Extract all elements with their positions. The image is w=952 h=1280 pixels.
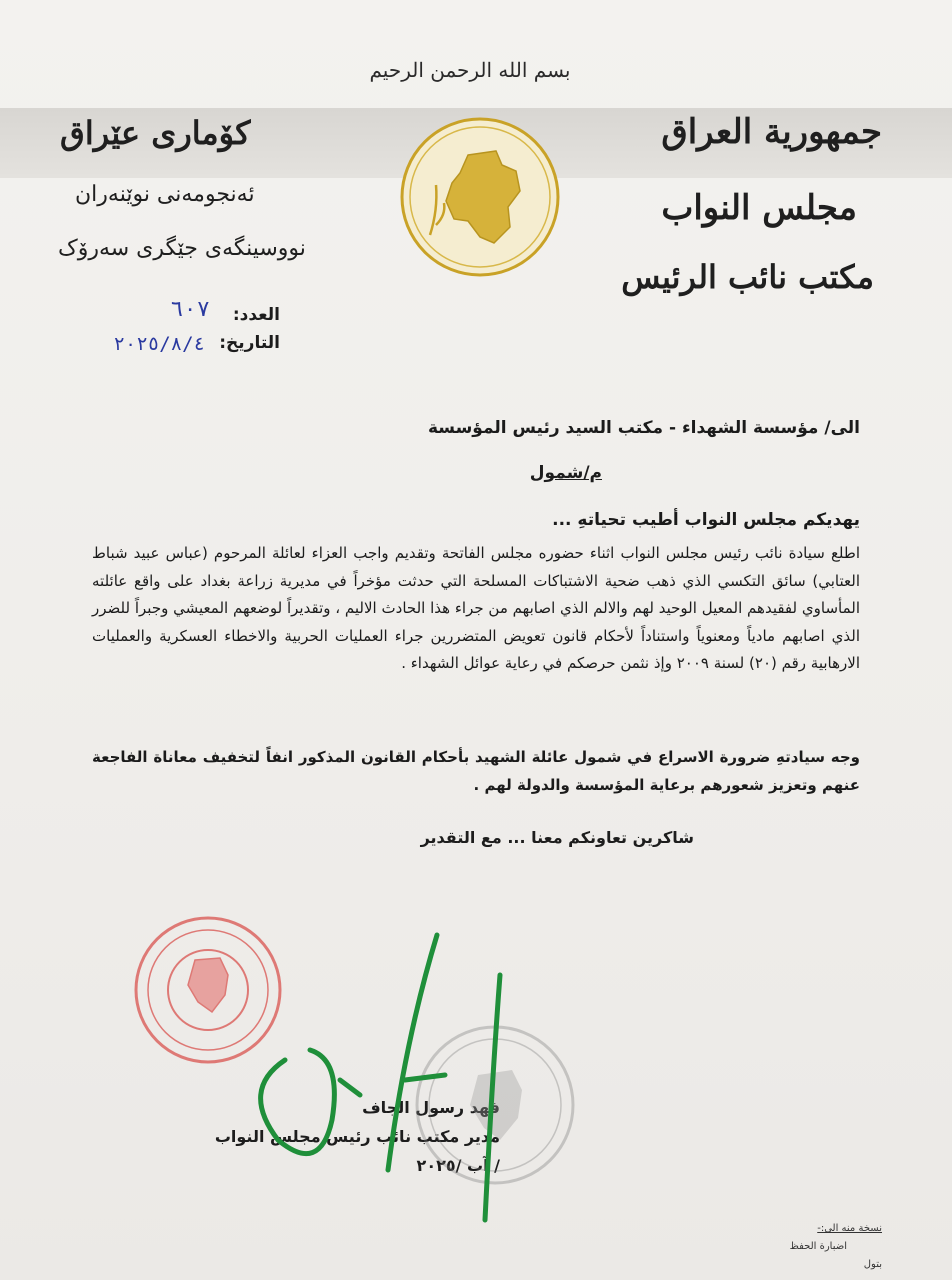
header-office-ar: مكتب نائب الرئيس [621, 258, 874, 296]
red-seal-icon [136, 918, 280, 1062]
header-office-ku: نووسینگەی جێگری سەرۆک [58, 236, 306, 261]
signature-block [120, 1093, 500, 1180]
cc-item: اضبارة الحفظ [789, 1241, 847, 1252]
basmala: بسم الله الرحمن الرحيم [369, 58, 571, 82]
date-label: التاريخ: [219, 333, 280, 353]
signature-date: / آب /٢٠٢٥ [416, 1156, 500, 1175]
date-value: ٢٠٢٥/٨/٤ [113, 333, 205, 355]
header-council-ar: مجلس النواب [661, 188, 857, 228]
signatory-name: فهد رسول الجاف [362, 1098, 500, 1117]
reference-date-row [40, 333, 280, 361]
subject: م/شمول [529, 463, 602, 483]
body-paragraph-2: وجه سيادتهِ ضرورة الاسراع في شمول عائلة الشهيد بأحكام القانون المذكور انفاً لتخفيف معاناة الفاجعة عنهم وتعزيز شعورهم برعاية المؤسسة والدولة لهم . [92, 748, 860, 794]
number-value: ٦٠٧ [170, 297, 210, 322]
closing-line: شاكرين تعاونكم معنا ... مع التقدير [420, 828, 694, 847]
gold-emblem-icon [398, 115, 563, 280]
addressee: الى/ مؤسسة الشهداء - مكتب السيد رئيس المؤسسة [427, 418, 860, 438]
header-country-ar: جمهورية العراق [661, 112, 882, 152]
number-label: العدد: [232, 305, 280, 325]
reference-block [40, 297, 280, 361]
greeting: يهديكم مجلس النواب أطيب تحياتهِ ... [552, 510, 860, 530]
cc-item: بتول [863, 1259, 882, 1270]
signatory-title: مدير مكتب نائب رئيس مجلس النواب [214, 1127, 500, 1146]
copy-to-block [732, 1220, 882, 1274]
body-paragraph-1: اطلع سيادة نائب رئيس مجلس النواب اثناء حضوره مجلس الفاتحة وتقديم واجب العزاء لعائلة المرحوم (عباس عبيد شباط العتابي) سائق التكسي الذي ذهب ضحية الاشتباكات المسلحة التي حدثت مؤخراً في مديرية زراعة بغداد على واقع عائلته المأساوي لفقيدهم المعيل الوحيد لهم والالم الذي اصابهم من جراء هذا الحادث الاليم ، وتقديراً لوضعهم المعيشي وجبراً للضرر الذي اصابهم مادياً ومعنوياً واستناداً لأحكام قانون تعويض المتضررين جراء العمليات الحربية والاخطاء العسكرية والعمليات الارهابية رقم (٢٠) لسنة ٢٠٠٩ وإذ نثمن حرصكم في رعاية عوائل الشهداء . [92, 544, 860, 672]
cc-heading: نسخة منه الى:- [817, 1223, 882, 1234]
header-council-ku: ئەنجومەنی نوێنەران [75, 182, 255, 207]
header-country-ku: كۆماری عێراق [60, 114, 251, 152]
reference-number-row [40, 297, 280, 333]
